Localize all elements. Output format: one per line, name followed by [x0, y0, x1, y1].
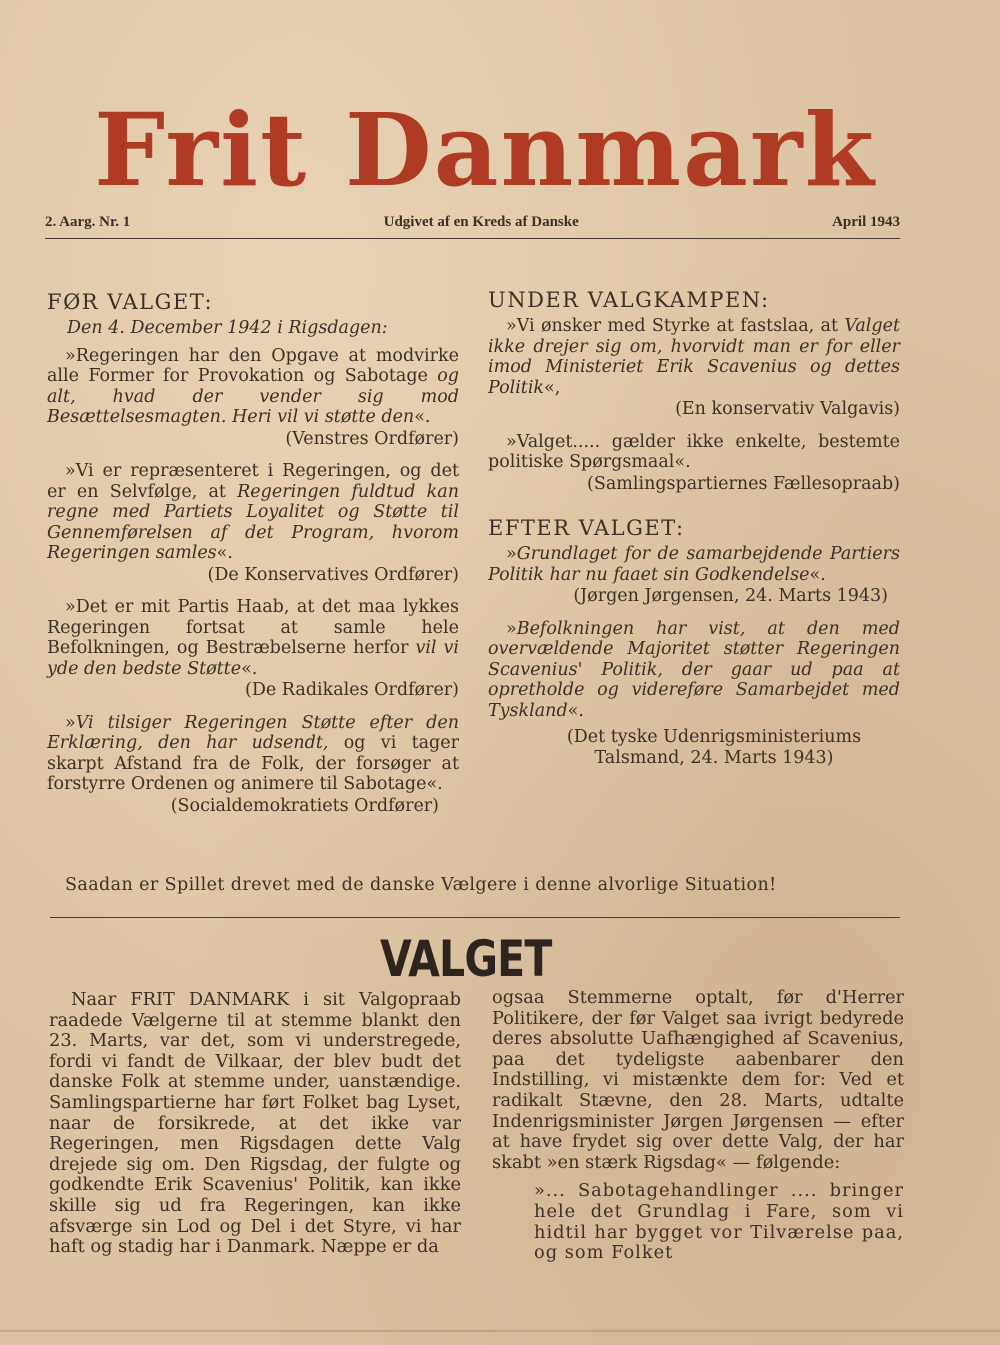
left-column: [47, 290, 459, 828]
article-column-2: [492, 988, 904, 1264]
quote-attribution: (Det tyske Udenrigsministeriums Talsmand, 24. Marts 1943): [566, 727, 862, 768]
article-paragraph: ogsaa Stemmerne optalt, før d'Herrer Politikere, der før Valget saa ivrigt bedyrede deres absolutte Uafhængighed af Scavenius, paa det tydeligste aabenbarer den Indstilling, vi mistænkte dem for: Ved et radikalt Stævne, den 28. Marts, udtalte Indenrigsminister Jørgen Jørgensen — efter at have frydet sig over dette Valg, der har skabt »en stærk Rigsdag« — følgende:: [492, 987, 904, 1173]
heading-campaign: UNDER VALGKAMPEN:: [488, 288, 770, 312]
publisher-line: Udgivet af en Kreds af Danske: [383, 214, 579, 230]
quote-attribution: (En konservativ Valgavis): [675, 399, 900, 419]
quote-attribution: (Venstres Ordfører): [285, 428, 459, 449]
masthead-rule: [45, 238, 900, 239]
right-column: [488, 288, 900, 768]
paper-fold: [0, 1330, 1000, 1332]
article-paragraph: Naar FRIT DANMARK i sit Valgopraab raadede Vælgerne til at stemme blankt den 23. Marts, var det, som vi understregede, fordi vi fandt de Vilkaar, der blev budt det danske Folk at stemme under, uanstændige. Samlingspartierne har ført Folket bag Lyset, naar de forsikrede, at det ikke var Regeringen, men Rigsdagen dette Valg drejede sig om. Den Rigsdag, der fulgte og godkendte Erik Scavenius' Politik, kan ikke skille sig ud fra Regeringen, kan ikke afsværge sin Lod og Del i det Styre, vi har haft og stadig har i Danmark. Næppe er da: [49, 989, 461, 1258]
quote-attribution: (Samlingspartiernes Fællesopraab): [587, 473, 900, 494]
subheading-date: Den 4. December 1942 i Rigsdagen:: [67, 318, 388, 338]
quote: »Vi er repræsenteret i Regeringen, og det er en Selvfølge, at Regeringen fuldtud kan regne med Partiets Loyalitet og Støtte til Gennemførelsen af det Program, hvorom Regeringen samles«.: [47, 461, 459, 563]
article-quote: »... Sabotagehandlinger .... bringer hele det Grundlag i Fare, som vi hidtil har bygget vor Tilværelse paa, og som Folket: [534, 1180, 904, 1264]
quote: »Grundlaget for de samarbejdende Partiers Politik har nu faaet sin Godkendelse«.: [488, 544, 900, 585]
section-rule: [50, 917, 900, 918]
issue-number: 2. Aarg. Nr. 1: [45, 214, 131, 230]
quote: »Befolkningen har vist, at den med overvældende Majoritet støtter Regeringen Scavenius' Politik, der gaar ud paa at opretholde og videreføre Samarbejdet med Tyskland«.: [488, 618, 900, 721]
masthead-title: Frit Danmark: [94, 91, 876, 209]
summary-line: Saadan er Spillet drevet med de danske Vælgere i denne alvorlige Situation!: [65, 875, 777, 895]
article-column-1: [49, 990, 461, 1258]
article-title: VALGET: [380, 930, 552, 988]
heading-after-election: EFTER VALGET:: [488, 516, 685, 540]
quote-attribution: (De Konservatives Ordfører): [207, 564, 459, 585]
masthead-meta: [45, 214, 900, 231]
heading-before-election: FØR VALGET:: [47, 290, 214, 314]
quote: »Regeringen har den Opgave at modvirke alle Former for Provokation og Sabotage og alt, hvad der vender sig mod Besættelsesmagten. Heri vil vi støtte den«.: [47, 345, 459, 427]
quote: »Det er mit Partis Haab, at det maa lykkes Regeringen fortsat at samle hele Befolkningen, og Bestræbelserne herfor vil vi yde den bedste Støtte«.: [47, 597, 459, 679]
quote-attribution: (Jørgen Jørgensen, 24. Marts 1943): [573, 586, 888, 606]
quote-attribution: (De Radikales Ordfører): [245, 680, 459, 700]
quote: »Vi ønsker med Styrke at fastslaa, at Valget ikke drejer sig om, hvorvidt man er for eller imod Ministeriet Erik Scavenius og dettes Politik«,: [488, 316, 900, 398]
issue-date: April 1943: [832, 214, 900, 230]
quote: »Vi tilsiger Regeringen Støtte efter den Erklæring, den har udsendt, og vi tager skarpt Afstand fra de Folk, der forsøger at forstyrre Ordenen og animere til Sabotage«.: [47, 712, 459, 794]
quote: »Valget..... gælder ikke enkelte, bestemte politiske Spørgsmaal«.: [488, 431, 900, 472]
quote-attribution: (Socialdemokratiets Ordfører): [170, 795, 439, 816]
